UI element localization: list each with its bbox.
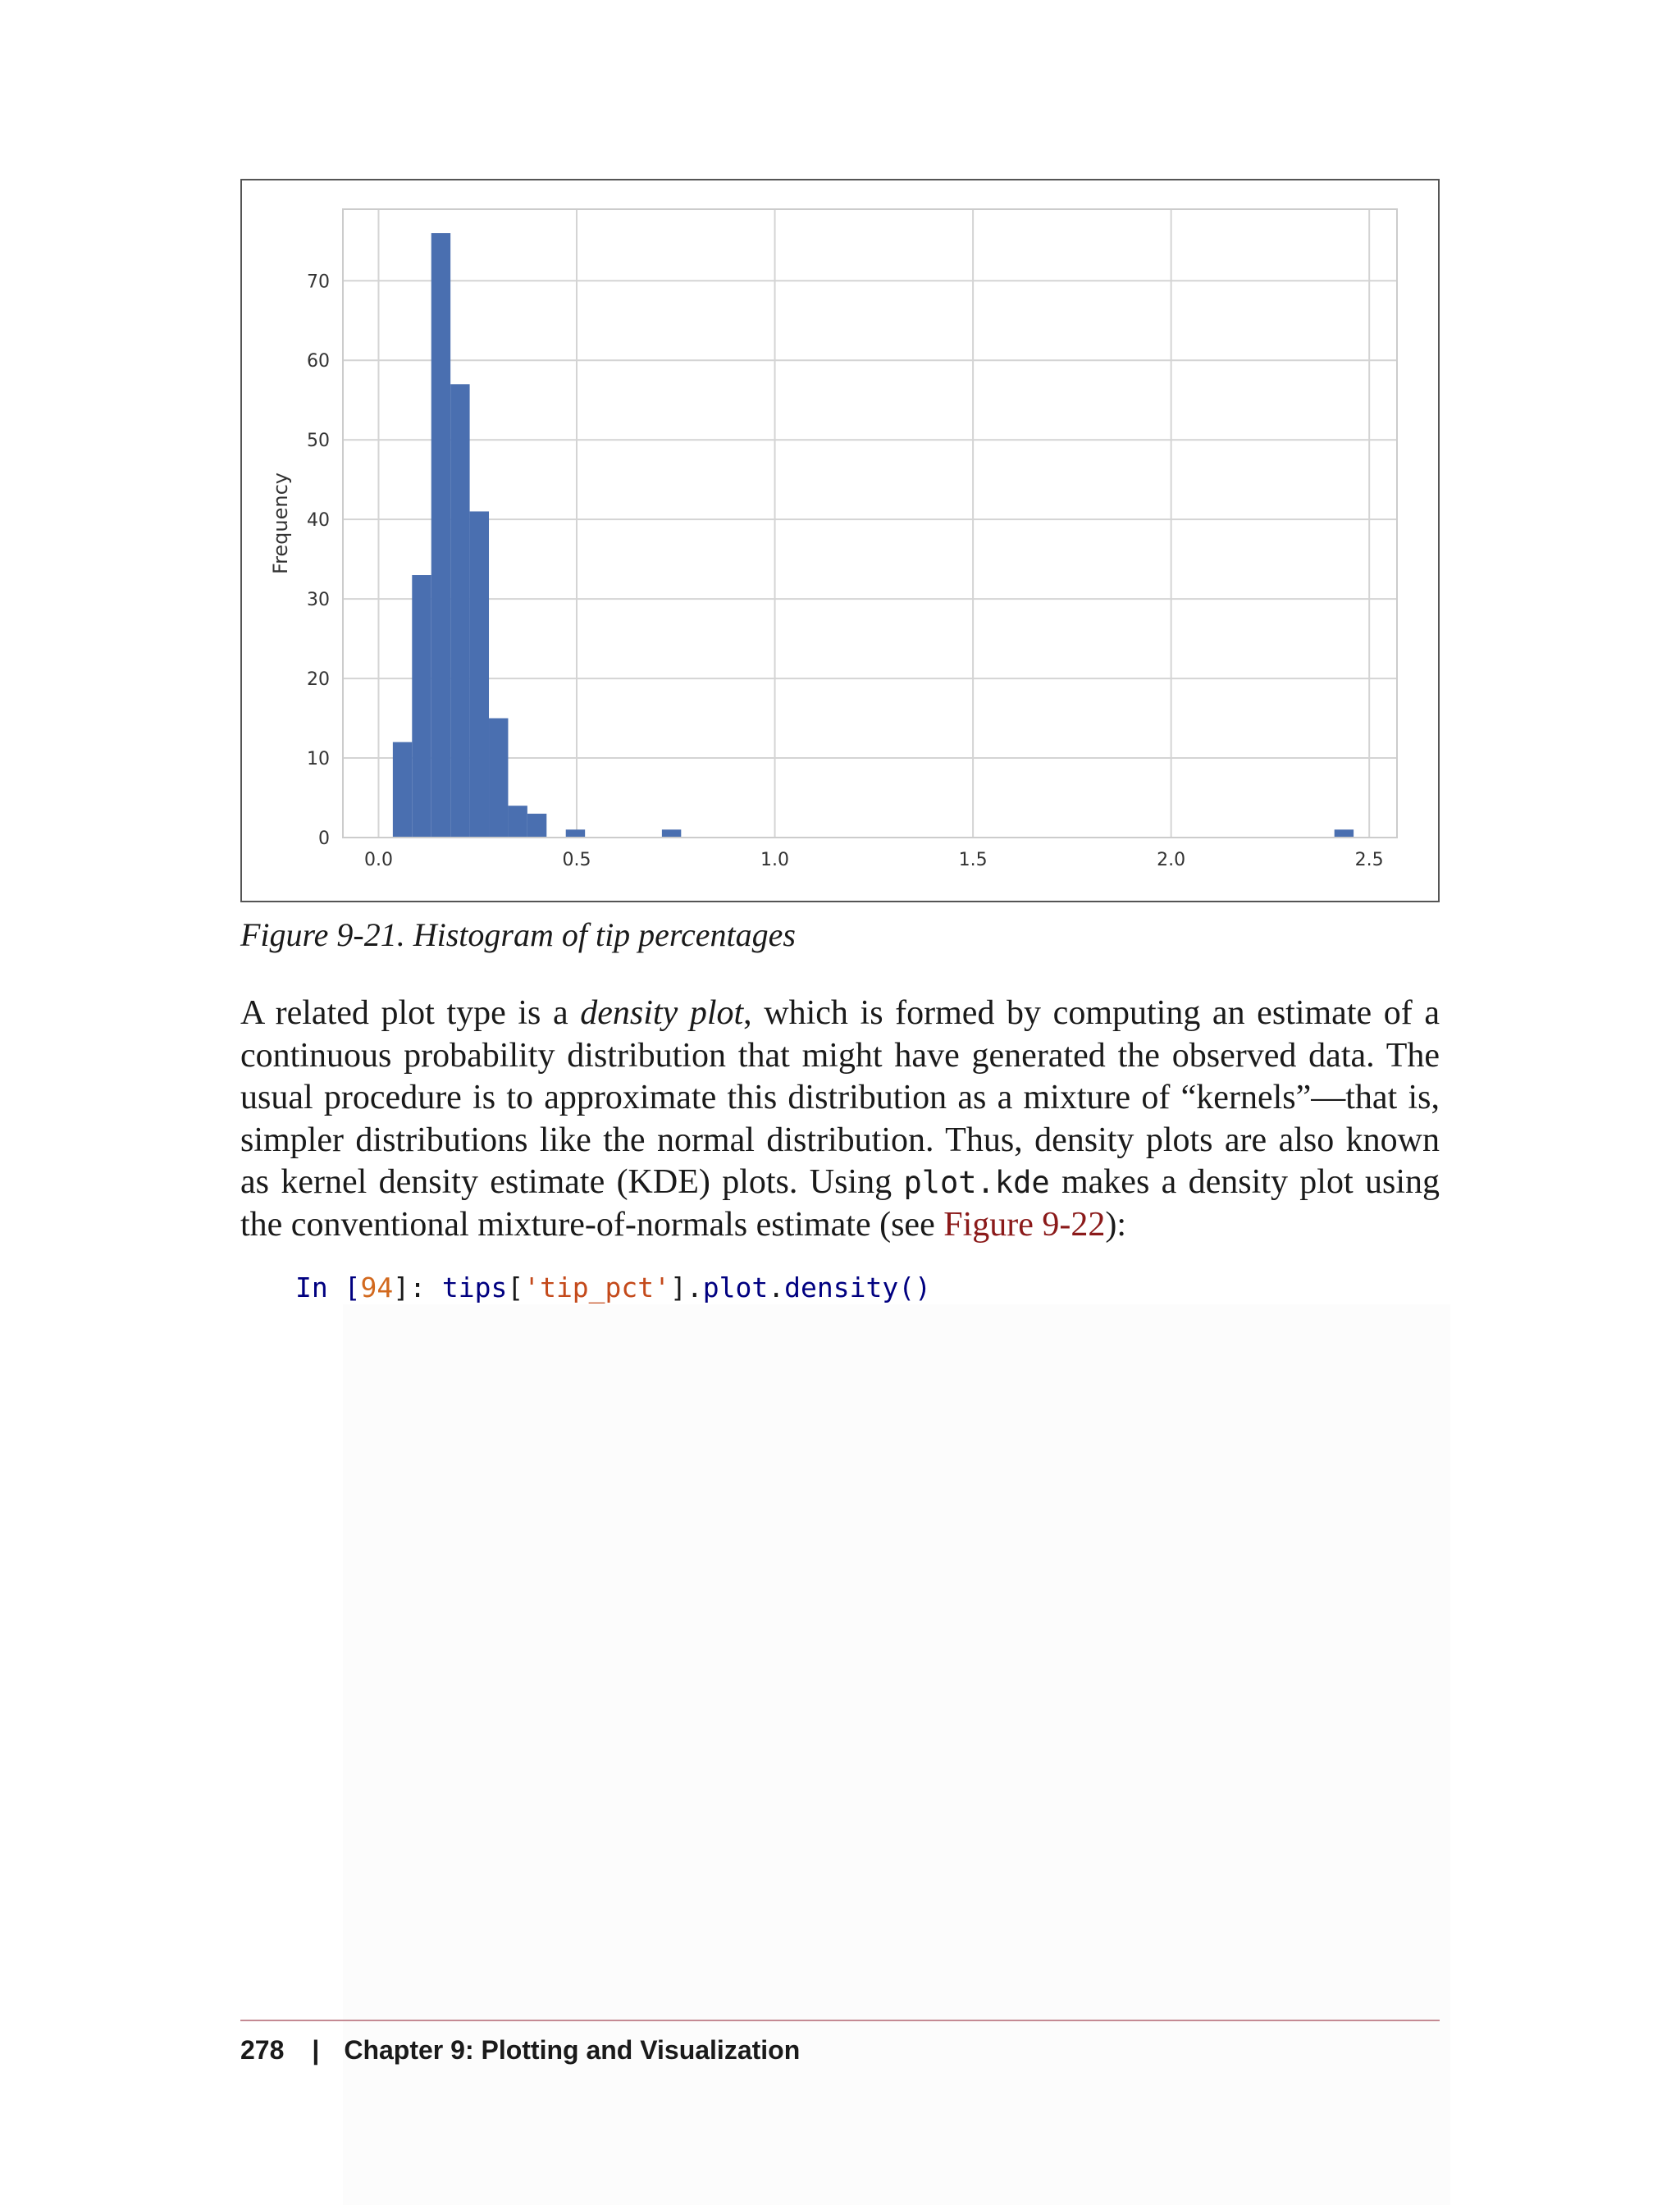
- inline-code: plot.kde: [903, 1165, 1050, 1200]
- x-tick-label: 1.0: [760, 850, 790, 870]
- code-dot: .: [768, 1271, 785, 1303]
- code-dot: .: [686, 1271, 703, 1303]
- emphasis-density-plot: density plot: [580, 994, 744, 1032]
- code-variable: tips: [441, 1271, 508, 1303]
- code-bracket: ]: [670, 1271, 687, 1303]
- page-footer: [240, 2029, 800, 2070]
- y-tick-label: 50: [307, 431, 330, 452]
- page-number: 278: [240, 2035, 285, 2065]
- histogram-bar: [1335, 829, 1354, 838]
- histogram-bar: [470, 511, 489, 838]
- histogram-bar: [662, 829, 681, 838]
- histogram-bar: [489, 719, 508, 838]
- code-cell-number: 94: [360, 1271, 394, 1303]
- histogram-chart: [242, 180, 1438, 901]
- histogram-bar: [431, 233, 450, 838]
- y-tick-label: 10: [307, 749, 330, 770]
- y-tick-label: 0: [318, 829, 330, 849]
- code-call: (): [898, 1271, 931, 1303]
- x-tick-label: 1.5: [958, 850, 988, 870]
- figure-histogram: [240, 179, 1440, 902]
- footer-separator: |: [312, 2035, 320, 2065]
- code-block: [295, 1270, 931, 1306]
- y-tick-label: 20: [307, 669, 330, 691]
- code-prompt: In [: [295, 1271, 361, 1303]
- body-paragraph: [240, 993, 1440, 1246]
- histogram-bar: [566, 829, 585, 838]
- histogram-bar: [450, 384, 469, 838]
- y-tick-label: 30: [307, 590, 330, 611]
- paragraph-text: ):: [1105, 1205, 1127, 1244]
- x-tick-label: 2.5: [1354, 850, 1384, 870]
- figure-caption: Figure 9-21. Histogram of tip percentages: [240, 916, 796, 953]
- code-string: 'tip_pct': [523, 1271, 671, 1303]
- chapter-title: Chapter 9: Plotting and Visualization: [344, 2035, 801, 2065]
- paragraph-text: makes a density plot using the conventional mixture-of-normals estimate (see: [240, 1163, 1440, 1244]
- histogram-bar: [527, 814, 546, 838]
- x-tick-label: 2.0: [1157, 850, 1186, 870]
- paragraph-text: A related plot type is a: [240, 994, 581, 1032]
- code-attribute: plot: [702, 1271, 769, 1303]
- x-tick-label: 0.5: [562, 850, 591, 870]
- code-bracket: [: [507, 1271, 524, 1303]
- figure-cross-reference-link[interactable]: Figure 9-22: [943, 1205, 1106, 1244]
- y-tick-label: 60: [307, 351, 330, 372]
- code-prompt-end: ]:: [393, 1271, 442, 1303]
- y-tick-label: 70: [307, 272, 330, 293]
- footer-rule: [240, 2020, 1440, 2021]
- histogram-bar: [412, 575, 431, 838]
- histogram-bar: [393, 742, 412, 838]
- y-tick-label: 40: [307, 510, 330, 532]
- x-tick-label: 0.0: [363, 850, 393, 870]
- paragraph-text: , which is formed by computing an estimate of a continuous probability distribution that might have generated the observed data. The usual procedure is to approximate this distribution as a mixture of “kernels”—that is, simpler distributions like the normal distribution. Thus, density plots are also known as kernel density estimate (KDE) plots. Using: [240, 994, 1440, 1201]
- y-axis-label: Frequency: [269, 472, 292, 574]
- histogram-bar: [508, 806, 527, 838]
- code-method: density: [784, 1271, 899, 1303]
